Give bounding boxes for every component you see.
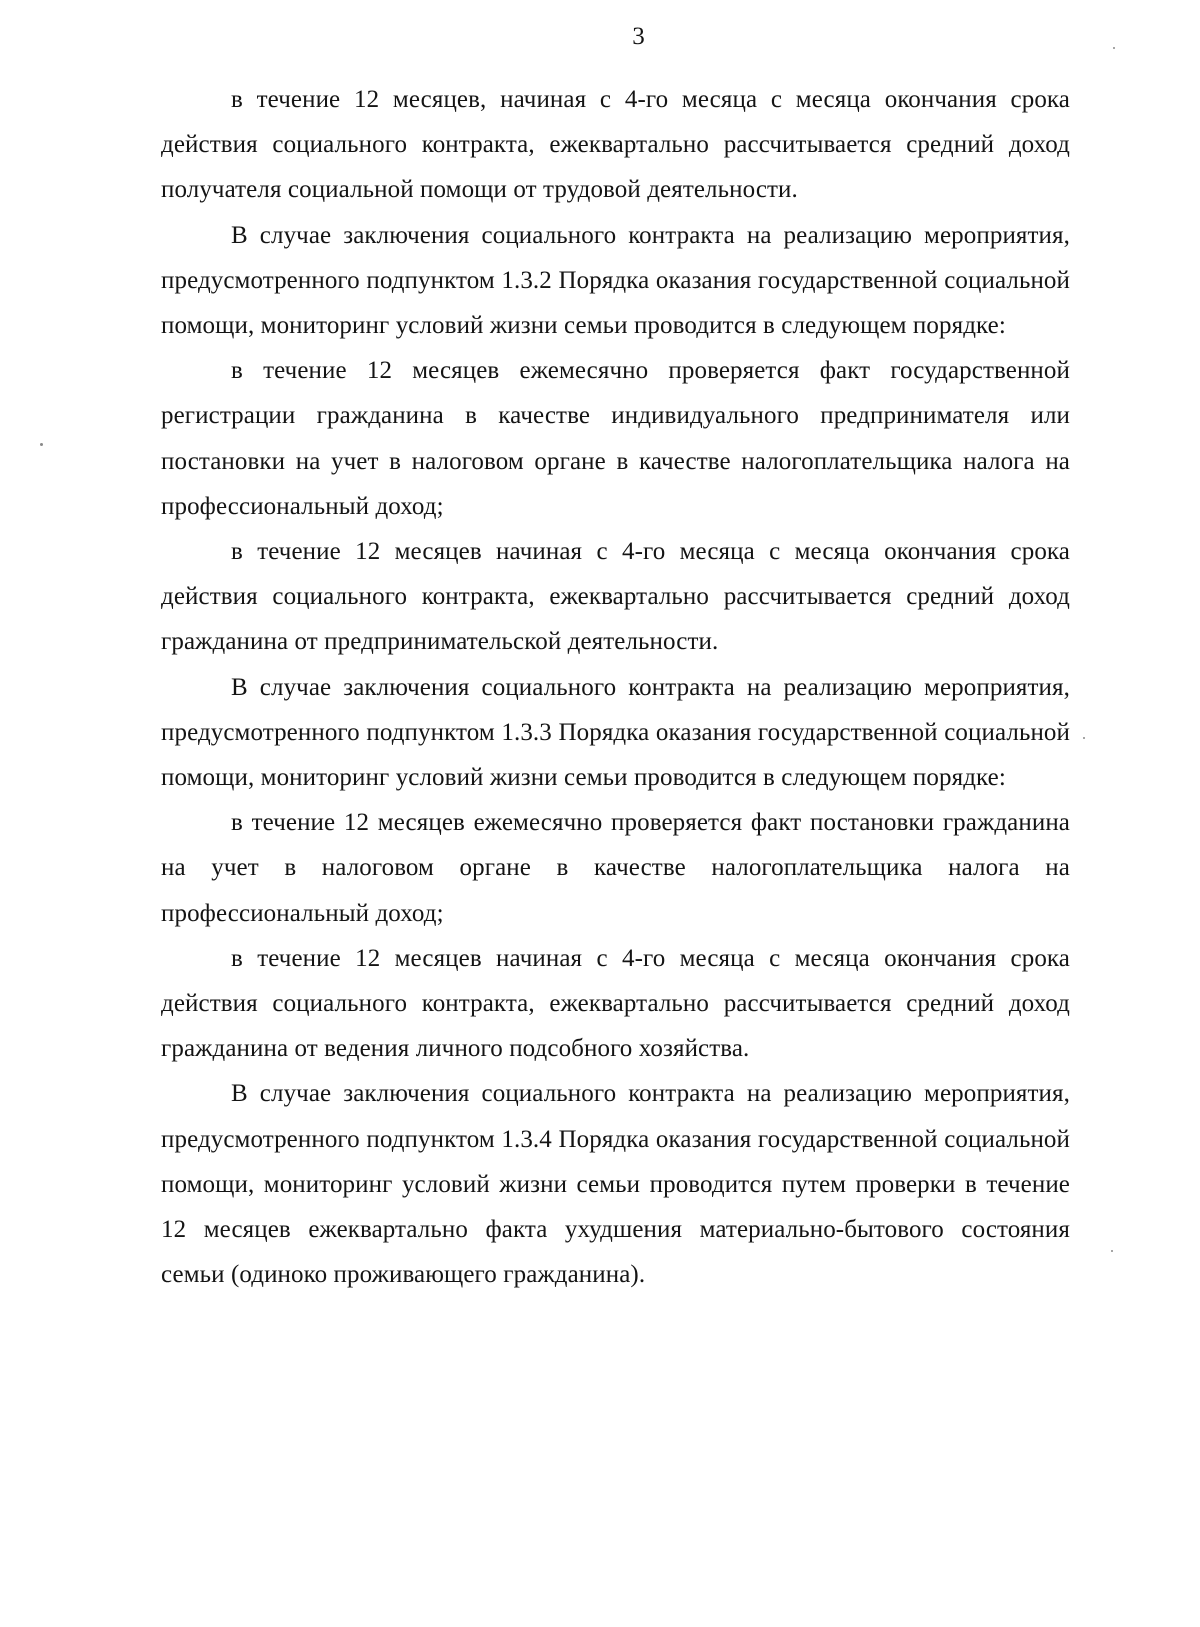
paragraph-4: в течение 12 месяцев начиная с 4-го месяца с месяца окончания срока действия социального контракта, ежеквартально рассчитывается средний доход гражданина от предпринимательской деятельности. [161, 538, 1070, 656]
paragraph-7: в течение 12 месяцев начиная с 4-го месяца с месяца окончания срока действия социального контракта, ежеквартально рассчитывается средний доход гражданина от ведения личного подсобного хозяйства. [161, 944, 1070, 1063]
scan-speck [40, 443, 43, 446]
paragraph-5: В случае заключения социального контракта на реализацию мероприятия, предусмотренного подпунктом 1.3.3 Порядка оказания государственной социальной помощи, мониторинг условий жизни семьи проводится в следующем порядке: [161, 673, 1070, 792]
page-number: 3 [632, 23, 645, 50]
paragraph-6: в течение 12 месяцев ежемесячно проверяется факт постановки гражданина на учет в налоговом органе в качестве налогоплательщика налога на профессиональный доход; [161, 809, 1070, 927]
scan-speck [1113, 47, 1115, 49]
paragraph-3: в течение 12 месяцев ежемесячно проверяется факт государственной регистрации гражданина в качестве индивидуального предпринимателя или постановки на учет в налоговом органе в качестве налогоплательщика налога на профессиональный доход; [161, 357, 1070, 520]
scan-speck [1111, 1250, 1113, 1252]
paragraph-1: в течение 12 месяцев, начиная с 4-го месяца с месяца окончания срока действия социального контракта, ежеквартально рассчитывается средний доход получателя социальной помощи от трудовой деятельности. [161, 86, 1070, 204]
document-body [161, 77, 1070, 1297]
paragraph-2: В случае заключения социального контракта на реализацию мероприятия, предусмотренного подпунктом 1.3.2 Порядка оказания государственной социальной помощи, мониторинг условий жизни семьи проводится в следующем порядке: [161, 221, 1070, 340]
paragraph-8: В случае заключения социального контракта на реализацию мероприятия, предусмотренного подпунктом 1.3.4 Порядка оказания государственной социальной помощи, мониторинг условий жизни семьи проводится путем проверки в течение 12 месяцев ежеквартально факта ухудшения материально-бытового состояния семьи (одиноко проживающего гражданина). [161, 1080, 1070, 1289]
scan-speck [1083, 737, 1085, 739]
